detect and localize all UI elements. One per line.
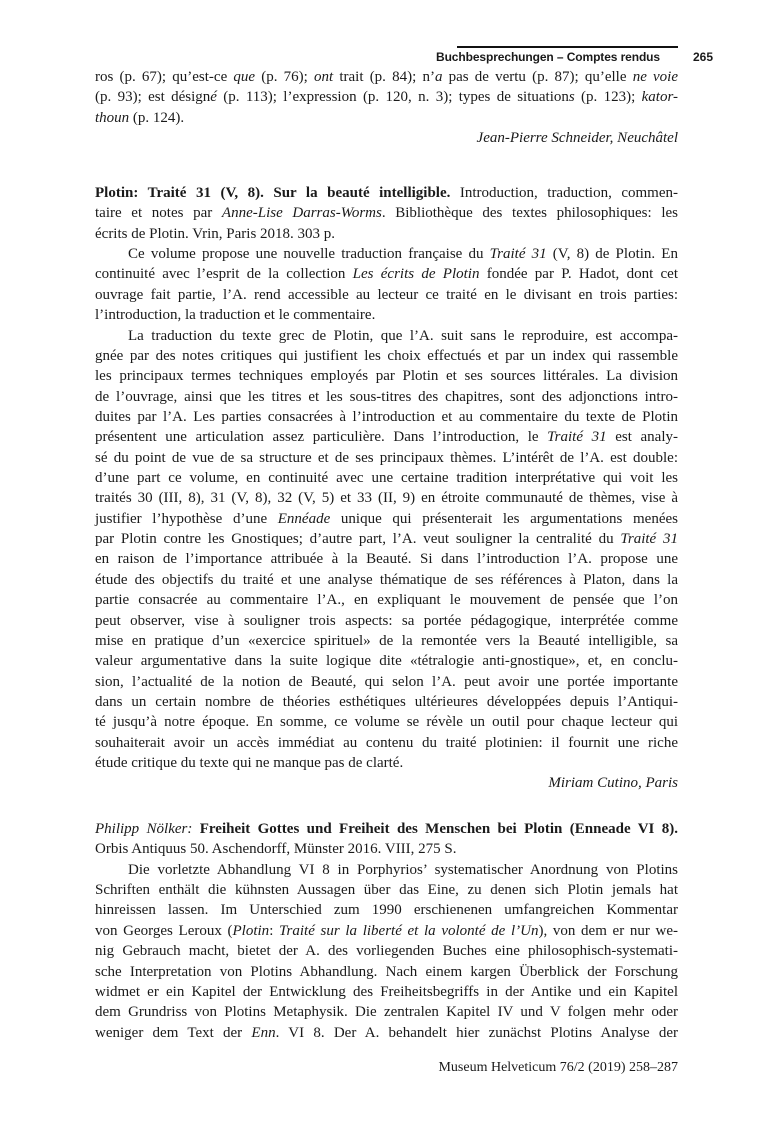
journal-citation: Museum Helveticum 76/2 (2019) 258–287	[438, 1060, 678, 1075]
text-line	[95, 407, 678, 427]
text-line	[95, 488, 678, 508]
text-segment: dem Grundriss von Plotins Metaphysik. Die zentralen Kapitel IV und V folgen mehr oder	[95, 1004, 678, 1021]
italic-text: Traité 31	[620, 531, 678, 548]
text-line	[95, 87, 678, 107]
text-segment: Orbis Antiquus 50. Aschendorff, Münster 2016. VIII, 275 S.	[95, 841, 457, 858]
text-line	[95, 672, 678, 692]
italic-text: que	[233, 69, 256, 85]
text-segment: partie consacrée au commentaire l’A., en expliquant le mouvement de pensée que l’on	[95, 592, 678, 609]
text-line	[95, 921, 678, 941]
italic-text: Ennéade	[277, 510, 331, 527]
text-segment: unique qui présenterait les argumentations menées	[330, 510, 678, 527]
text-segment: est analy-	[606, 429, 678, 446]
text-segment: weniger dem Text der	[95, 1024, 252, 1041]
text-segment: continuité avec l’esprit de la collection	[95, 266, 353, 283]
text-line	[95, 900, 678, 920]
italic-text: Traité 31	[547, 429, 607, 446]
text-line	[95, 529, 678, 549]
text-line	[95, 468, 678, 488]
text-segment: Ce volume propose une nouvelle traduction française du	[128, 246, 490, 263]
italic-text: ne voie	[632, 69, 679, 85]
text-segment: von Georges Leroux (	[95, 922, 233, 939]
text-segment: nig Gebrauch macht, bietet der A. des vorliegenden Buches eine philosophisch-systemati-	[95, 943, 678, 960]
text-line	[95, 733, 678, 753]
text-segment: sche Interpretation von Plotins Abhandlung. Nach einem kargen Überblick der Forschung	[95, 963, 678, 980]
text-line	[95, 880, 678, 900]
text-line	[95, 305, 678, 325]
text-segment: La traduction du texte grec de Plotin, que l’A. suit sans le reproduire, est accompa-	[128, 327, 678, 344]
italic-text: Enn	[251, 1024, 276, 1041]
text-segment: présentent une articulation assez particulière. Dans l’introduction, le	[95, 429, 548, 446]
italic-text: é	[210, 89, 217, 106]
text-segment: sion, l’actualité de la notion de Beauté, qui selon l’A. peut avoir une portée importante	[95, 673, 678, 690]
text-segment: :	[269, 922, 280, 939]
text-line	[95, 651, 678, 671]
text-line	[95, 346, 678, 366]
italic-text: thoun	[95, 109, 130, 126]
text-segment: té jusqu’à notre époque. En somme, ce volume se révèle un outil pour chaque lecteur qui	[95, 714, 678, 731]
text-line	[95, 692, 678, 712]
reviewer-signature: Jean-Pierre Schneider, Neuchâtel	[476, 130, 678, 147]
text-segment: trait (p. 84); n’	[333, 69, 435, 85]
text-segment: en raison de l’importance attribuée à la Beauté. Si dans l’introduction l’A. propose une	[95, 551, 678, 568]
text-line	[95, 712, 678, 732]
text-segment: d’une part ce volume, en continuité avec une certaine tradition interprétative qui voit les	[95, 470, 678, 487]
text-line	[95, 203, 678, 223]
text-segment: valeur argumentative dans la suite logique dite «tétralogie anti-gnostique», et, en conclu-	[95, 653, 678, 670]
text-line	[95, 224, 678, 244]
text-segment	[192, 821, 199, 837]
text-line	[95, 1002, 678, 1022]
italic-text: Plotin	[232, 922, 270, 939]
page-number: 265	[693, 50, 714, 64]
text-segment: . Bibliothèque des textes philosophiques: les	[381, 205, 678, 222]
text-segment: traités 30 (III, 8), 31 (V, 8), 32 (V, 5) et 33 (II, 9) en étroite communauté de thèmes, vise à	[95, 490, 678, 507]
text-line	[95, 962, 678, 982]
text-line	[95, 326, 678, 346]
text-line	[95, 67, 678, 87]
italic-text: Les écrits de Plotin	[352, 266, 480, 283]
text-line	[95, 631, 678, 651]
bold-title-text: Freiheit Gottes und Freiheit des Menschen bei Plotin (Enneade VI 8).	[199, 821, 678, 837]
text-line	[95, 839, 678, 859]
text-segment: pas de vertu (p. 87); qu’elle	[442, 69, 633, 85]
text-line	[95, 570, 678, 590]
text-line	[95, 860, 678, 880]
running-title: Buchbesprechungen – Comptes rendus	[436, 50, 660, 64]
text-segment: ), von dem er nur we-	[538, 922, 679, 939]
text-segment: de l’ouvrage, ainsi que les titres et les sous-titres des chapitres, sont des adjonctions intro-	[95, 388, 678, 405]
text-segment: dans un certain nombre de théories esthétiques ultérieures développées depuis l’Antiqui-	[95, 693, 678, 710]
text-segment: widmet er ein Kapitel der Entwicklung des Freiheitsbegriffs in der Antike und ein Kapitel	[95, 983, 678, 1000]
text-line	[95, 366, 678, 386]
text-line	[95, 753, 678, 773]
text-line	[95, 448, 678, 468]
text-segment: sé du point de vue de sa structure et de ses principaux thèmes. L’intérêt de l’A. est double:	[95, 449, 678, 466]
text-line	[95, 590, 678, 610]
review-noelker	[95, 819, 678, 1043]
text-segment: fondée par P. Hadot, dont cet	[479, 266, 678, 283]
text-segment: . VI 8. Der A. behandelt hier zunächst Plotins Analyse der	[275, 1024, 678, 1041]
text-line	[95, 611, 678, 631]
italic-text: Anne-Lise Darras-Worms	[221, 205, 382, 222]
text-segment: les principaux termes techniques employés par Plotin et ses sources littérales. La division	[95, 368, 678, 385]
text-segment: gnée par des notes critiques qui justifient les choix effectués et par un index qui rassemble	[95, 347, 678, 364]
text-segment: mise en pratique d’un «exercice spirituel» de la remontée vers la Beauté intelligible, sa	[95, 632, 678, 649]
italic-text: Traité 31	[489, 246, 547, 263]
text-line	[95, 244, 678, 264]
text-segment: justifier l’hypothèse d’une	[95, 510, 278, 527]
text-segment: hinreissen lassen. Im Unterschied zum 1990 erschienenen umfangreichen Kommentar	[95, 902, 678, 919]
text-line	[95, 1023, 678, 1043]
text-segment: Introduction, traduction, commen-	[450, 185, 678, 201]
text-segment: écrits de Plotin. Vrin, Paris 2018. 303 p.	[95, 225, 336, 242]
italic-text: kator-	[641, 89, 678, 106]
text-line	[95, 941, 678, 961]
reviewer-signature: Miriam Cutino, Paris	[548, 775, 678, 792]
text-line	[95, 819, 678, 839]
text-line	[95, 264, 678, 284]
text-segment: taire et notes par	[95, 205, 222, 222]
text-segment: (p. 113); l’expression (p. 120, n. 3); types de situation	[216, 89, 569, 106]
text-line	[95, 549, 678, 569]
italic-text: a	[434, 69, 443, 85]
text-segment: l’introduction, la traduction et le commentaire.	[95, 307, 376, 324]
text-segment: étude des objectifs du traité et une analyse thématique de ses références à Platon, dans la	[95, 571, 678, 588]
text-segment: Schriften enthält die kühnsten Aussagen über das Eine, zu denen sich Plotin jemals hat	[95, 882, 678, 899]
italic-text: ont	[314, 69, 334, 85]
text-line	[95, 982, 678, 1002]
text-line	[95, 427, 678, 447]
text-segment: ouvrage fait partie, l’A. rend accessible au lecteur ce traité en le divisant en trois parties:	[95, 286, 678, 303]
text-line	[95, 108, 678, 128]
text-segment: (p. 123);	[574, 89, 642, 106]
text-segment: Die vorletzte Abhandlung VI 8 in Porphyrios’ systematischer Anordnung von Plotins	[128, 861, 678, 878]
review-continuation	[95, 67, 678, 148]
text-line	[95, 285, 678, 305]
text-segment: (V, 8) de Plotin. En	[546, 246, 678, 263]
text-segment: par Plotin contre les Gnostiques; d’autre part, l’A. veut souligner la centralité du	[95, 531, 621, 548]
text-segment: étude critique du texte qui ne manque pas de clarté.	[95, 755, 404, 772]
text-segment: peut observer, vise à souligner trois aspects: sa portée pédagogique, interprétée comme	[95, 612, 678, 629]
text-segment: souhaiterait avoir un accès immédiat au contenu du traité plotinien: il fournit une riche	[95, 734, 678, 751]
text-segment: (p. 124).	[129, 109, 185, 126]
italic-text: s	[568, 89, 575, 106]
italic-text: Philipp Nölker:	[95, 821, 193, 837]
text-line	[95, 509, 678, 529]
text-segment: duites par l’A. Les parties consacrées à l’introduction et au commentaire du texte de Plotin	[95, 408, 678, 425]
text-line	[95, 183, 678, 203]
text-line	[95, 387, 678, 407]
text-segment: (p. 76);	[255, 69, 315, 85]
text-segment: (p. 93); est désign	[95, 89, 211, 106]
review-plotin-traite-31	[95, 183, 678, 794]
header-rule	[457, 46, 678, 48]
italic-text: Traité sur la liberté et la volonté de l’Un	[279, 922, 539, 939]
bold-title-text: Plotin: Traité 31 (V, 8). Sur la beauté intelligible.	[95, 185, 451, 201]
text-segment: ros (p. 67); qu’est-ce	[95, 69, 234, 85]
